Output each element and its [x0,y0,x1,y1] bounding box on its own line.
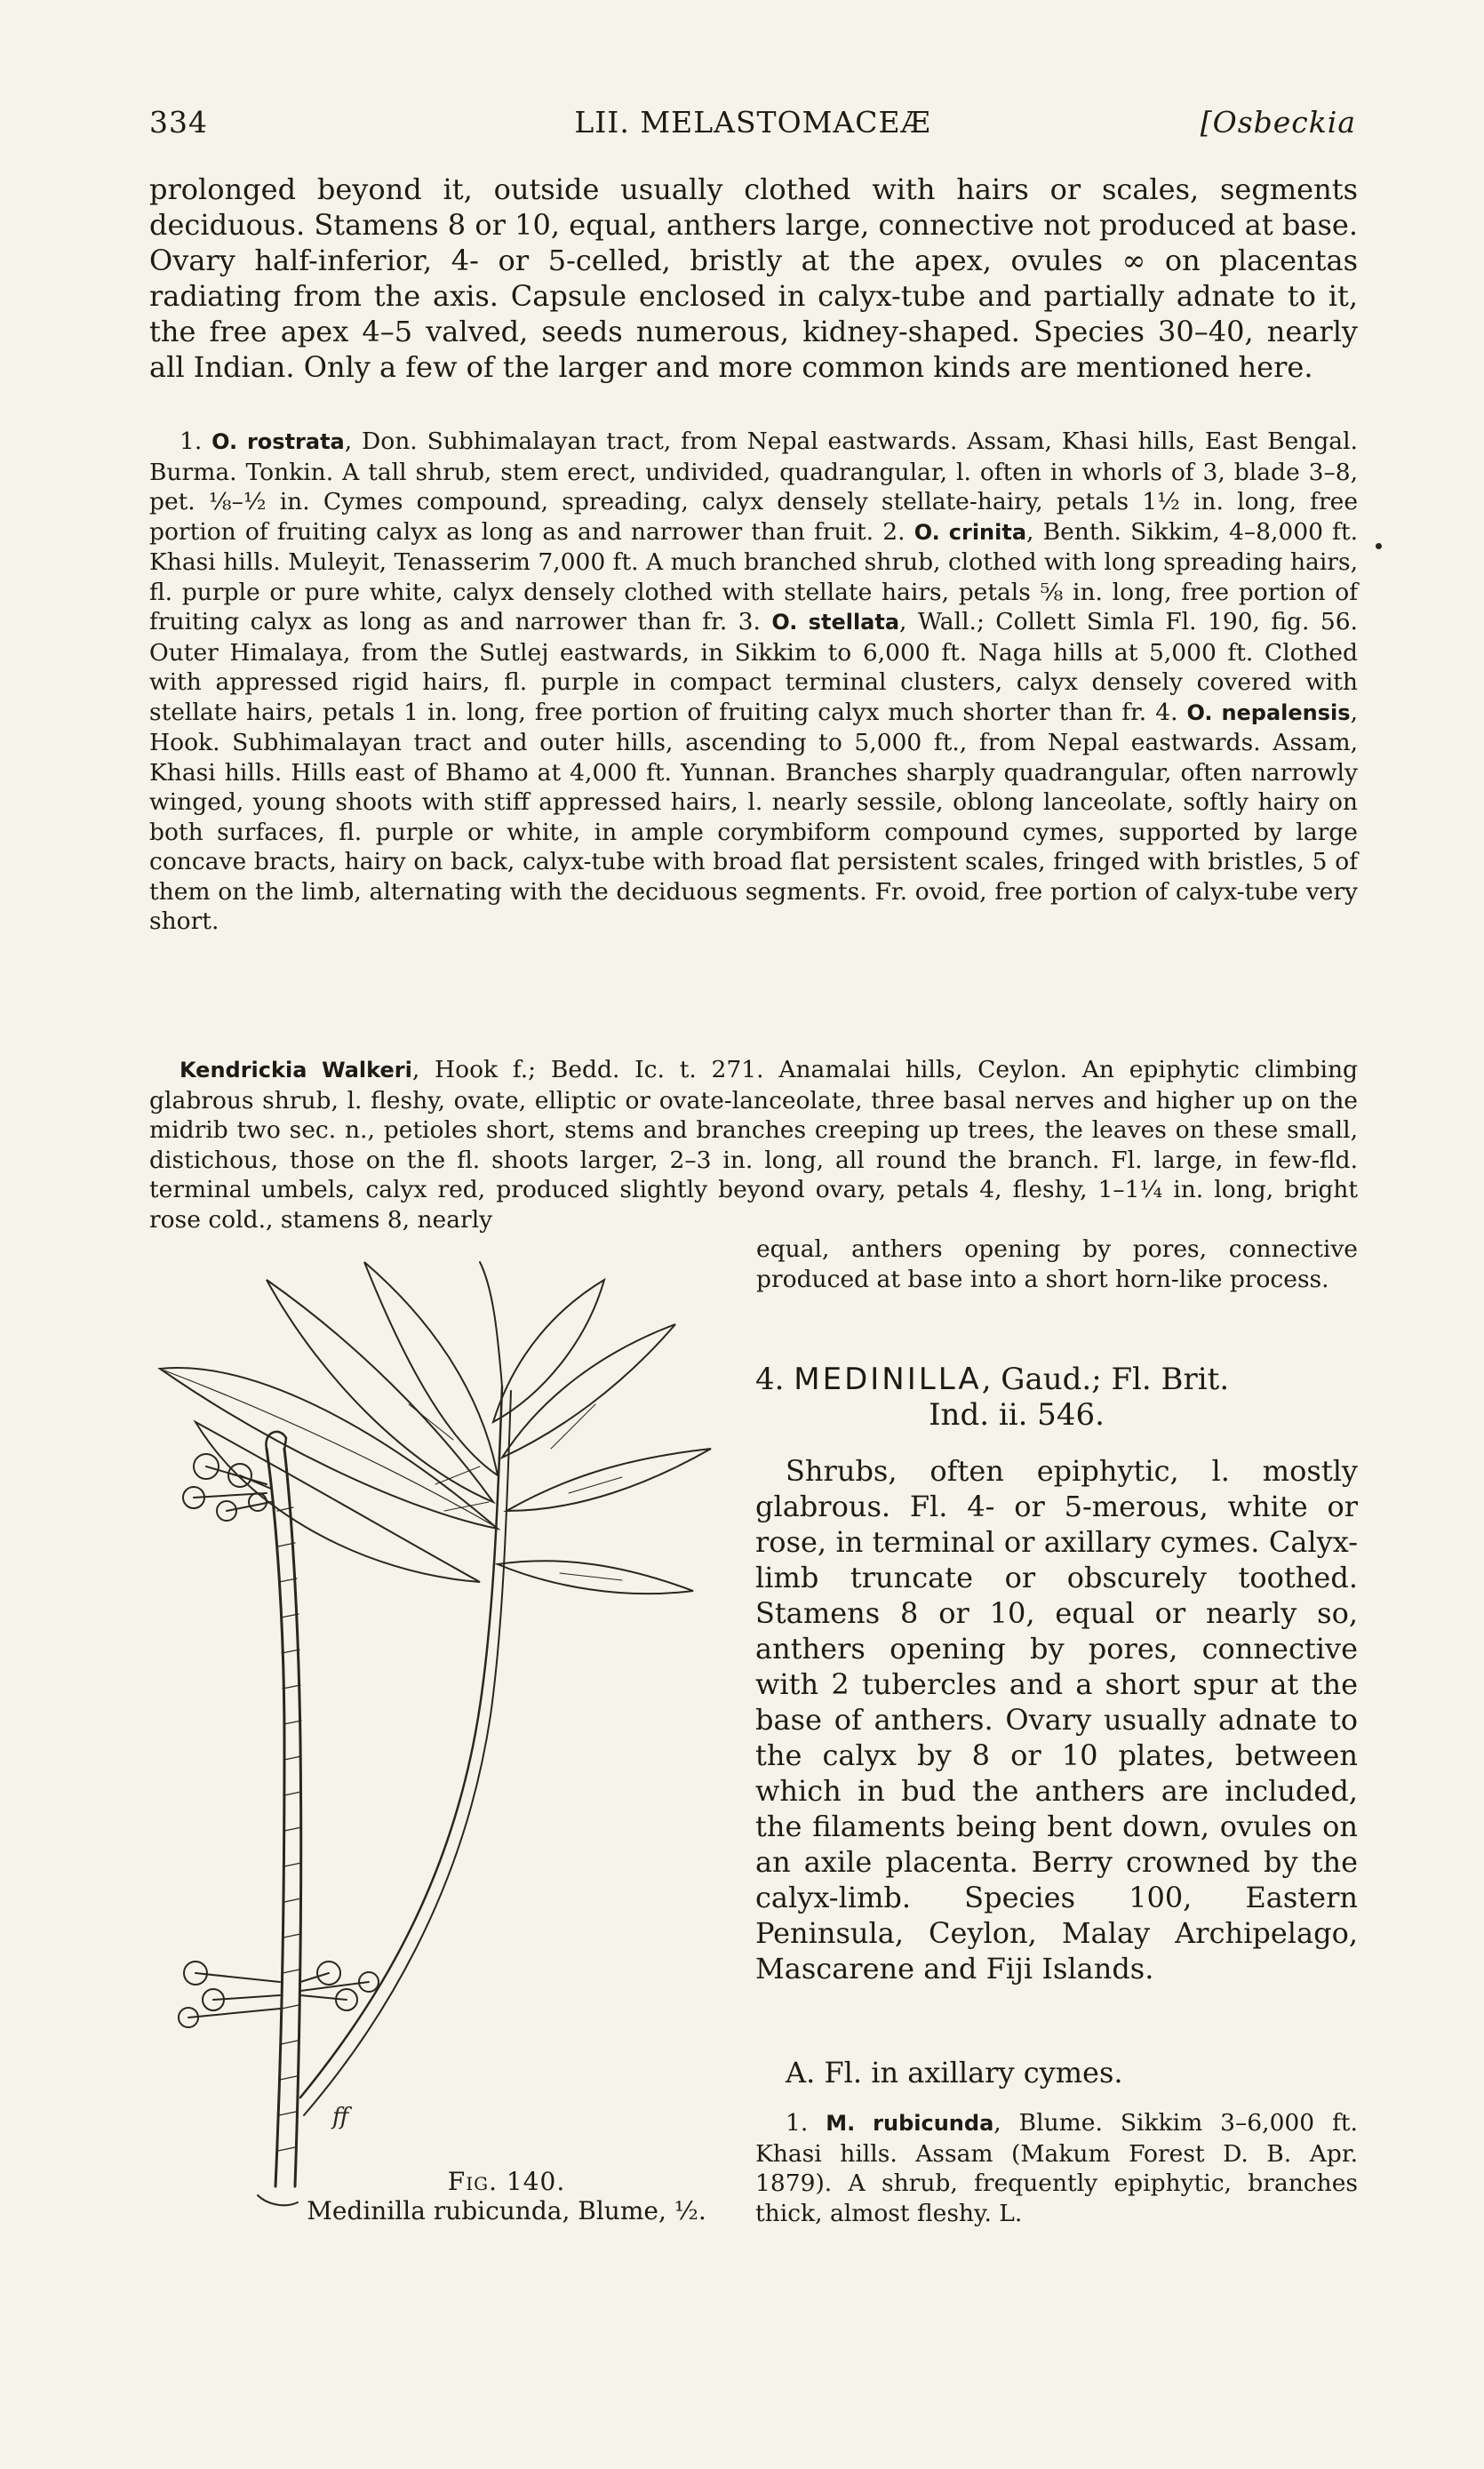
section-tag: [Osbeckia [1200,105,1356,140]
running-header [149,105,1356,149]
medinilla-species-number: 1. [786,2109,809,2137]
main-stem [267,1449,284,2186]
section-heading-a: A. Fl. in axillary cymes. [786,2056,1123,2089]
species-paragraph [149,427,1358,937]
page-number: 334 [149,105,208,140]
genus-citation-b: Ind. ii. 546. [929,1397,1105,1433]
intro-text: prolonged beyond it, outside usually clothed with hairs or scales, segments deciduous. Stamens 8 or 10, equal, anthers large, connective not produced at base. Ovary half-inferior, 4- or 5-celled, bristly at the apex, ovules ∞ on placentas radiating from the axis. Capsule enclosed in calyx-tube and partially adnate to it, the free apex 4–5 valved, seeds numerous, kidney-shaped. Species 30–40, nearly all Indian. Only a few of the larger and more common kinds are mentioned here. [149,172,1358,384]
leaf-3 [267,1280,493,1502]
genus-number: 4. [755,1362,785,1397]
leaf-2 [195,1422,480,1582]
species-number-2: 2. [882,517,906,546]
leaf-6 [507,1449,711,1511]
genus-description-text: Shrubs, often epiphytic, l. mostly glabrous. Fl. 4- or 5-merous, white or rose, in terminal or axillary cymes. Calyx-limb truncate or obscurely toothed. Stamens 8 or 10, equal or nearly so, anthers opening by pores, connective with 2 tubercles and a short spur at the base of anthers. Ovary usually adnate to the calyx by 8 or 10 plates, between which in bud the anthers are included, the filaments being bent down, ovules on an axile placenta. Berry crowned by the calyx-limb. Species 100, Eastern Peninsula, Ceylon, Malay Archipelago, Mascarene and Fiji Islands. [755,1454,1358,1986]
kendrickia-description-b: equal, anthers opening by pores, connective produced at base into a short horn-like process. [756,1235,1358,1293]
figure-caption-text: Medinilla rubicunda, Blume, ½. [307,2196,706,2225]
kendrickia-text-a [149,1055,1358,1234]
running-title: LII. MELASTOMACEÆ [574,105,931,140]
upper-shoot [480,1262,502,1386]
leaf-1 [160,1368,498,1529]
species-name-rostrata: O. rostrata [211,429,345,454]
species-text-nepalensis: , Hook. Subhimalayan tract and outer hills, ascending to 5,000 ft., from Nepal eastwards. Assam, Khasi hills. Hills east of Bhamo at 4,000 ft. Yunnan. Branches sharply quadrangular, often narrowly winged, young shoots with stiff appressed hairs, l. nearly sessile, oblong lanceolate, softly hairy on both surfaces, fl. purple or white, in ample corymbiform compound cymes, supported by large concave bracts, hairy on back, calyx-tube with broad flat persistent scales, fringed with bristles, 5 of them on the limb, alternating with the deciduous segments. Fr. ovoid, free portion of calyx-tube very short. [149,698,1359,935]
medinilla-species-name: M. rubicunda [826,2111,994,2136]
genus-name: MEDINILLA [794,1362,982,1397]
species-number-4: 4. [1155,698,1178,726]
osbeckia-species-list [149,427,1358,937]
intro-paragraph [149,172,1358,385]
species-name-stellata: O. stellata [771,610,900,635]
artist-mark: ff [332,2104,349,2130]
side-branch [300,1386,502,2097]
species-number-3: 3. [738,608,761,635]
species-text-stellata: , Wall.; Collett Simla Fl. 190, fig. 56. Outer Himalaya, from the Sutlej eastwards, in Sikkim to 6,000 ft. Naga hills at 5,000 ft. Clothed with appressed rigid hairs, fl. purple in compact terminal clusters, calyx densely covered with stellate hairs, petals 1 in. long, free portion of fruiting calyx much shorter than fr. [149,608,1358,726]
genus-description [755,1453,1358,1986]
genus-heading [755,1362,1358,1433]
kendrickia-description-a: , Hook f.; Bedd. Ic. t. 271. Anamalai hills, Ceylon. An epiphytic climbing glabrous shrub, l. fleshy, ovate, elliptic or ovate-lanceolate, three basal nerves and higher up on the midrib two sec. n., petioles short, stems and branches creeping up trees, the leaves on these small, distichous, those on the fl. shoots larger, 2–3 in. long, all round the branch. Fl. large, in few-fld. terminal umbels, calyx red, produced slightly beyond ovary, petals 4, fleshy, 1–1¼ in. long, bright rose cold., stamens 8, nearly [149,1056,1358,1234]
medinilla-species-paragraph [755,2108,1358,2228]
species-name-nepalensis: O. nepalensis [1186,699,1351,725]
kendrickia-name: Kendrickia Walkeri [180,1058,412,1083]
medinilla-species-text [755,2108,1358,2228]
main-stem-outline [284,1449,301,2186]
species-text-crinita: , Benth. Sikkim, 4–8,000 ft. Khasi hills. Muleyit, Tenasserim 7,000 ft. A much branched shrub, clothed with long spreading hairs, fl. purple or pure white, calyx densely clothed with stellate hairs, petals ⅝ in. long, free portion of fruiting calyx as long as and narrower than fr. [149,517,1359,635]
botanical-illustration [142,1244,729,2231]
medinilla-species-description: , Blume. Sikkim 3–6,000 ft. Khasi hills. Assam (Makum Forest D. B. Apr. 1879). A shrub, frequently epiphytic, branches thick, almost fleshy. L. [755,2109,1358,2227]
species-number-1: 1. [180,427,203,455]
figure-label: Fig. 140. [447,2167,566,2196]
leaf-venation [409,1404,622,1580]
species-text-rostrata: , Don. Subhimalayan tract, from Nepal eastwards. Assam, Khasi hills, East Bengal. Burma. Tonkin. A tall shrub, stem erect, undivided, quadrangular, l. often in whorls of 3, blade 3–8, pet. ⅛–½ in. Cymes compound, spreading, calyx densely stellate-hairy, petals 1½ in. long, free portion of fruiting calyx as long as and narrower than fruit. [149,427,1358,546]
flower-cluster-lower [179,1962,379,2027]
figure-caption [284,2167,729,2225]
species-name-crinita: O. crinita [914,519,1027,545]
ink-speck [1376,543,1382,549]
leaf-5 [502,1324,675,1458]
genus-citation-a: , Gaud.; Fl. Brit. [981,1362,1230,1397]
